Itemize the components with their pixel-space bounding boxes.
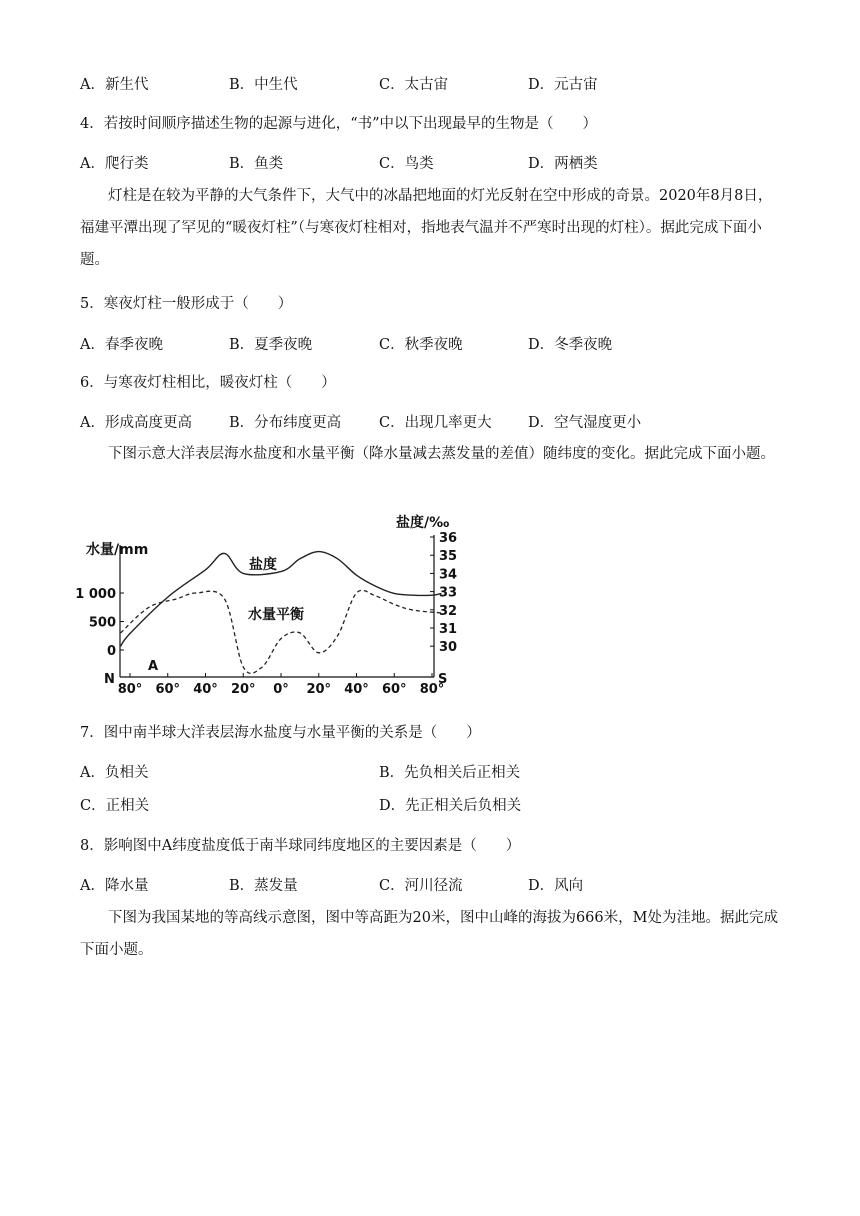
right-tick-label: 36 [439,531,458,546]
option-b[interactable]: B．鱼类 [229,156,284,172]
x-tick-label: 60° [381,682,407,697]
water-balance-line [121,590,442,673]
x-tick-label: 0° [273,682,289,697]
x-tick-label: 20° [230,682,256,697]
question-8-stem: 8．影响图中A纬度盐度低于南半球同纬度地区的主要因素是（ ） [80,838,521,854]
option-a[interactable]: A．降水量 [80,878,149,894]
x-start-label: N [104,672,115,687]
option-b[interactable]: B．蒸发量 [229,878,298,894]
option-c[interactable]: C．出现几率更大 [379,415,492,431]
passage-lamp-pillar: 灯柱是在较为平静的大气条件下，大气中的冰晶把地面的灯光反射在空中形成的奇景。2020年8月8日，福建平潭出现了罕见的“暖夜灯柱”（与寒夜灯柱相对，指地表气温并不严寒时出现的灯柱）。据此完成下面小题。 [80,188,773,268]
question-6-stem: 6．与寒夜灯柱相比，暖夜灯柱（ ） [80,375,336,391]
passage-contour: 下图为我国某地的等高线示意图，图中等高距为20米，图中山峰的海拔为666米，M处为洼地。据此完成下面小题。 [80,910,778,958]
question-5-stem: 5．寒夜灯柱一般形成于（ ） [80,296,293,312]
right-tick-label: 32 [439,603,458,619]
right-tick-label: 31 [439,622,458,637]
x-tick-label: 40° [344,682,369,697]
left-tick-label: 0 [106,644,116,659]
right-tick-label: 33 [439,585,458,601]
right-tick-label: 35 [439,549,458,565]
water-balance-series-label: 水量平衡 [248,607,304,623]
option-b[interactable]: B．中生代 [229,77,298,93]
salinity-series-label: 盐度 [249,557,277,573]
right-tick-label: 34 [439,567,458,583]
point-a-label: A [148,659,159,674]
option-a[interactable]: A．新生代 [80,77,149,93]
option-c[interactable]: C．太古宙 [379,77,449,93]
option-c[interactable]: C．河川径流 [379,878,463,894]
right-tick-label: 30 [439,640,458,656]
option-d[interactable]: D．元古宙 [528,77,598,93]
option-a[interactable]: A．形成高度更高 [80,415,192,431]
option-b[interactable]: B．分布纬度更高 [229,415,342,431]
x-tick-label: 60° [155,682,181,697]
x-tick-label: 80° [419,682,445,697]
option-c[interactable]: C．鸟类 [379,156,434,172]
right-axis-label: 盐度/‰ [396,515,450,531]
left-tick-label: 1 000 [75,587,116,602]
x-tick-label: 20° [306,682,332,697]
option-b[interactable]: B．先负相关后正相关 [379,765,521,781]
x-tick-label: 80° [117,682,143,697]
option-d[interactable]: D．空气湿度更小 [528,415,642,431]
option-a[interactable]: A．春季夜晚 [80,337,163,353]
option-a[interactable]: A．负相关 [80,765,149,781]
option-d[interactable]: D．先正相关后负相关 [379,798,522,814]
left-tick-label: 500 [88,615,116,631]
left-axis-label: 水量/mm [86,542,149,558]
question-4-stem: 4．若按时间顺序描述生物的起源与进化，“书”中以下出现最早的生物是（ ） [80,116,598,132]
option-b[interactable]: B．夏季夜晚 [229,337,313,353]
x-tick-label: 40° [193,682,218,697]
option-d[interactable]: D．冬季夜晚 [528,337,613,353]
salinity-line [121,552,442,647]
salinity-water-balance-chart [75,505,458,697]
option-d[interactable]: D．风向 [528,878,584,894]
question-7-stem: 7．图中南半球大洋表层海水盐度与水量平衡的关系是（ ） [80,725,481,741]
option-c[interactable]: C．秋季夜晚 [379,337,463,353]
option-d[interactable]: D．两栖类 [528,156,598,172]
x-end-label: S [438,672,448,687]
option-a[interactable]: A．爬行类 [80,156,149,172]
option-c[interactable]: C．正相关 [80,798,150,814]
passage-ocean: 下图示意大洋表层海水盐度和水量平衡（降水量减去蒸发量的差值）随纬度的变化。据此完成下面小题。 [108,446,775,462]
